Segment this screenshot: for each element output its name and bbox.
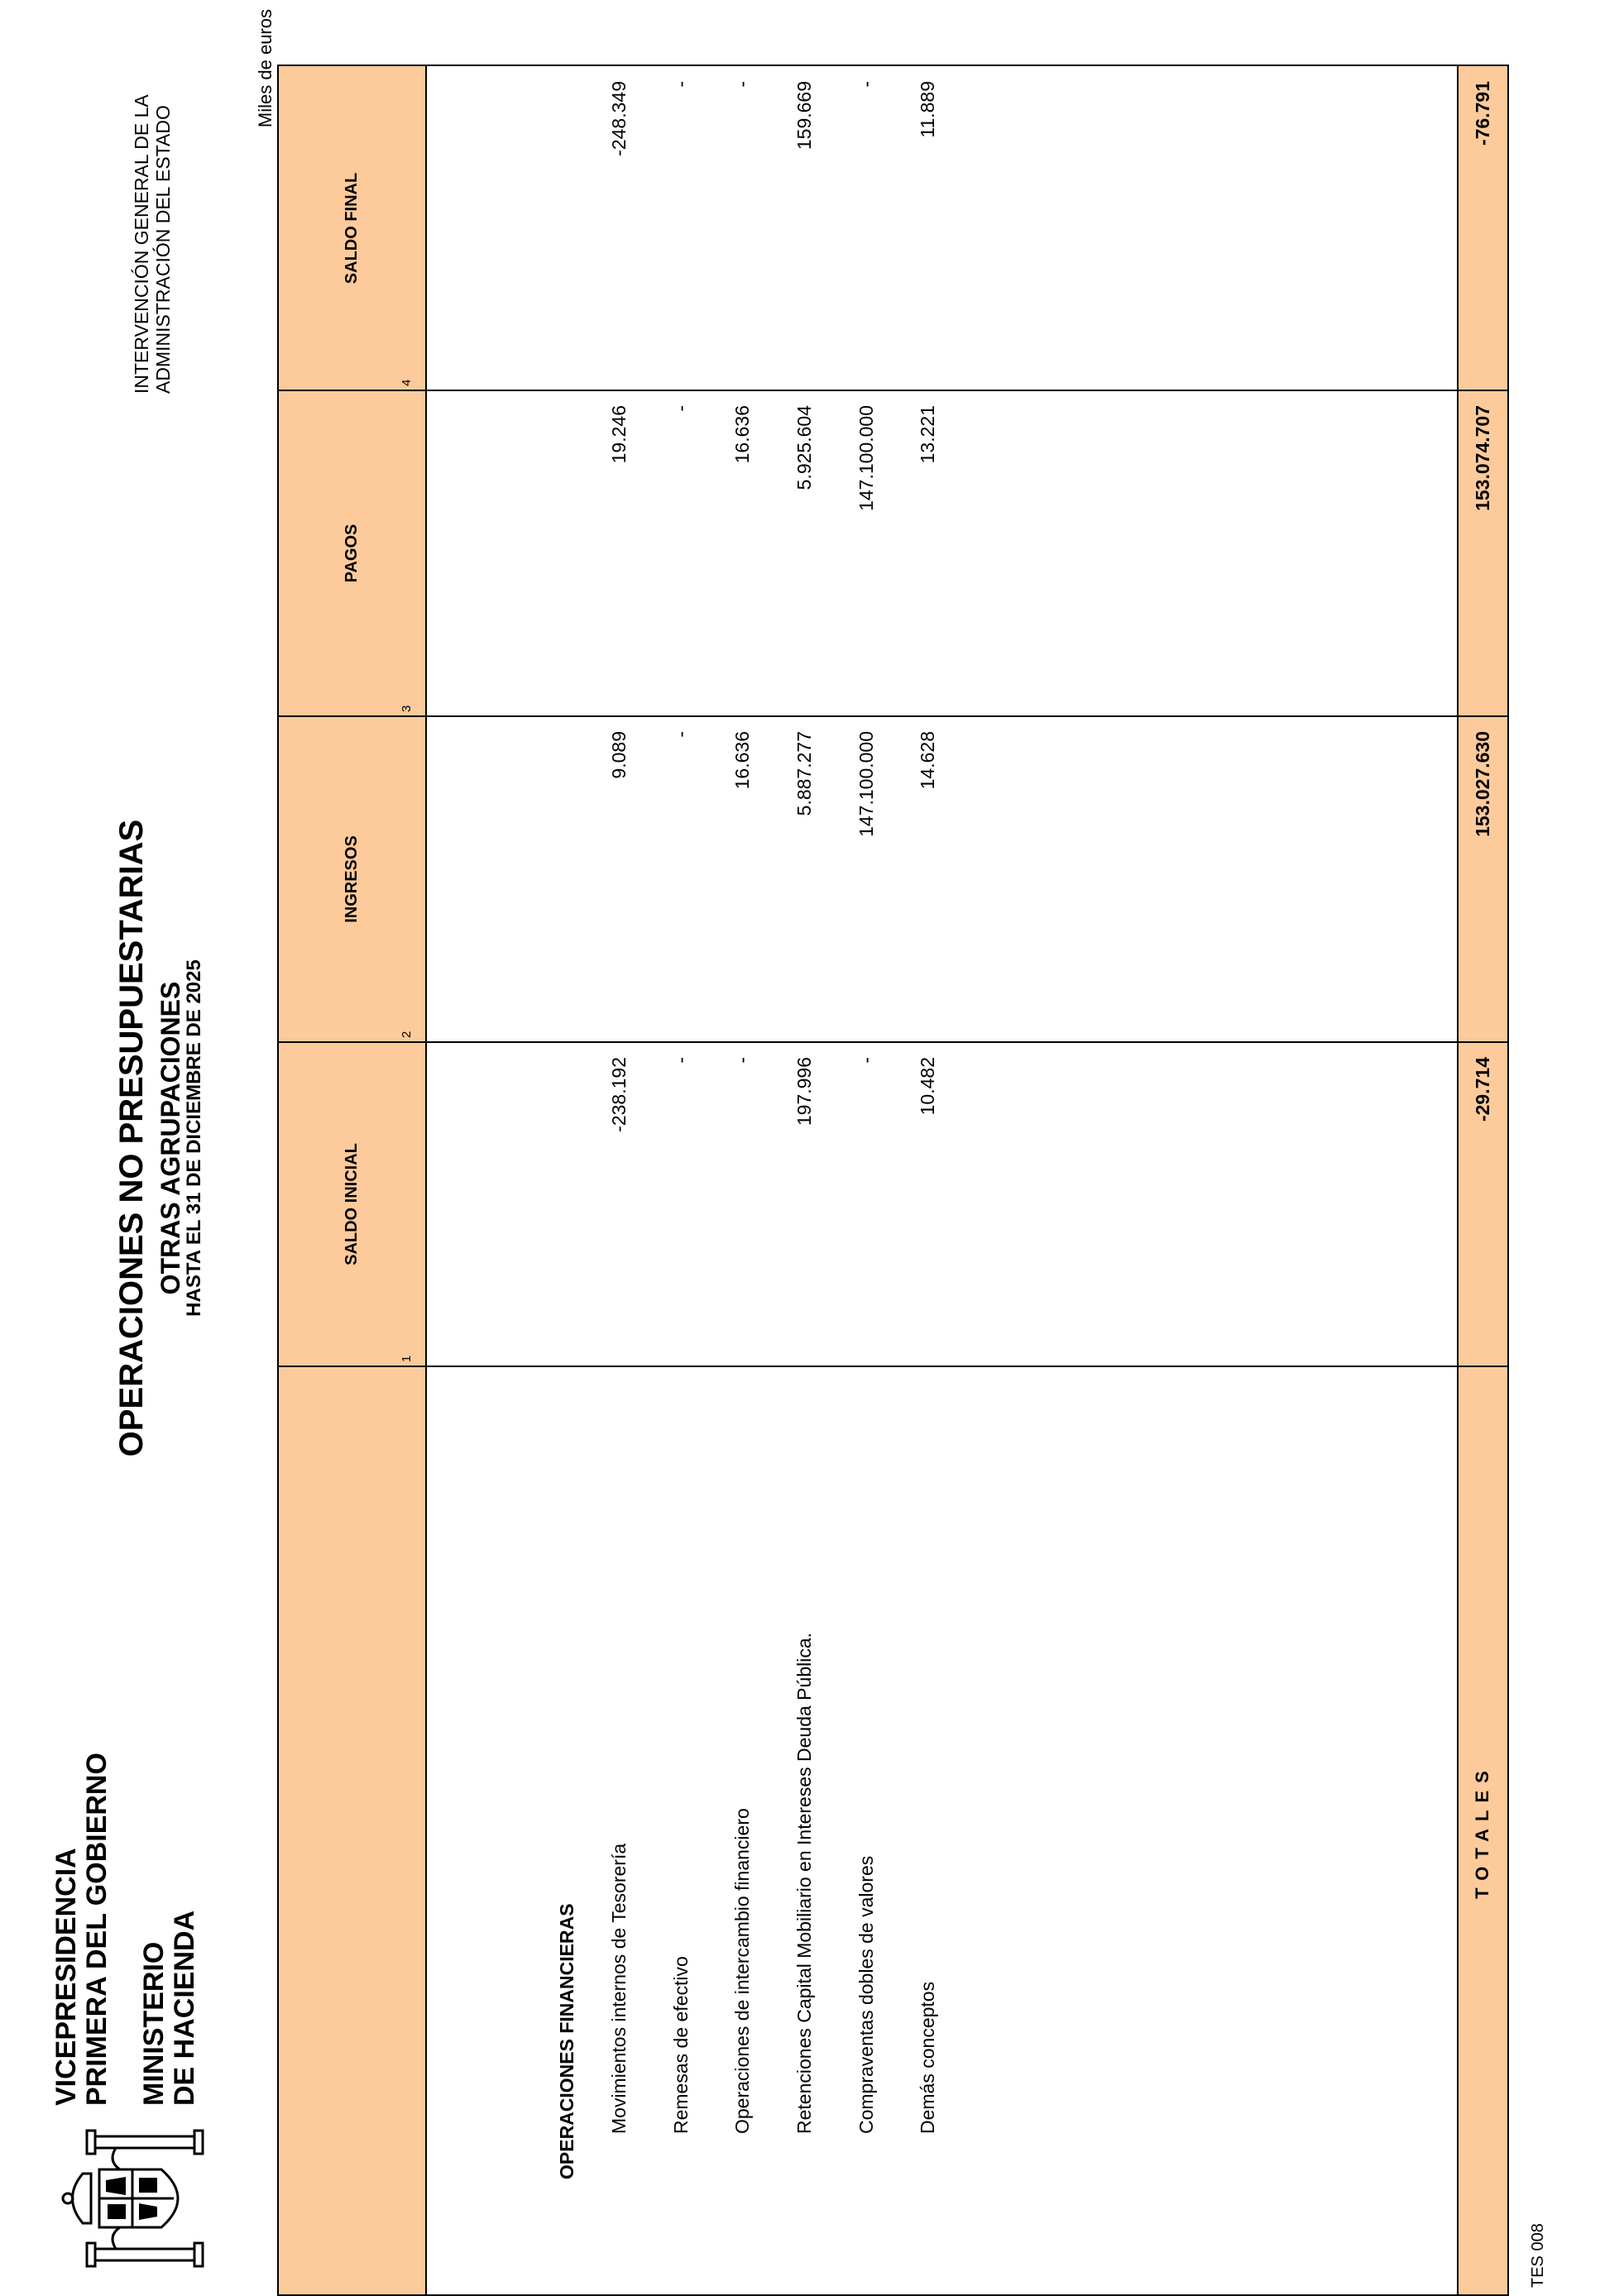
data-table [277,66,1507,2296]
page-title: OPERACIONES NO PRESUPUESTARIAS [113,819,150,1457]
totals-label: TOTALES [1472,1763,1492,1899]
row-label: Operaciones de intercambio financiero [731,1808,753,2134]
section-heading: OPERACIONES FINANCIERAS [556,1903,577,2179]
cell-saldo-final: - [731,81,753,88]
total-ingresos: 153.027.630 [1471,731,1493,837]
ministry-name [139,1911,200,2106]
igae-name [131,94,174,394]
col-number: 2 [400,1031,414,1038]
cell-pagos: - [670,405,692,412]
col-header-saldo-final: SALDO FINAL [342,172,361,285]
cell-pagos: 5.925.604 [793,405,815,490]
col-number: 1 [400,1355,414,1362]
cell-pagos: 147.100.000 [855,405,877,511]
cell-saldo-inicial: - [670,1057,692,1064]
cell-saldo-inicial: -238.192 [608,1057,630,1132]
cell-saldo-inicial: - [855,1057,877,1064]
org-line-2: PRIMERA DEL GOBIERNO [81,1753,113,2106]
igae-line-2: ADMINISTRACIÓN DEL ESTADO [152,105,174,394]
total-saldo-inicial: -29.714 [1471,1057,1493,1122]
cell-ingresos: - [670,731,692,738]
cell-ingresos: 147.100.000 [855,731,877,837]
cell-saldo-inicial: 10.482 [917,1057,938,1116]
coat-of-arms-icon [58,2124,215,2273]
col-divider [277,715,1507,717]
row-label: Demás conceptos [917,1981,938,2134]
row-label: Compraventas dobles de valores [855,1855,877,2134]
date-line: HASTA EL 31 DE DICIEMBRE DE 2025 [183,959,205,1317]
col-divider [277,1041,1507,1043]
col-number: 3 [400,705,414,712]
total-pagos: 153.074.707 [1471,405,1493,511]
cell-saldo-final: - [670,81,692,88]
cell-saldo-inicial: 197.996 [793,1057,815,1126]
cell-saldo-inicial: - [731,1057,753,1064]
table-frame [277,65,1509,2296]
col-header-ingresos: INGRESOS [342,835,361,923]
document-code: TES 008 [1529,2223,1547,2288]
units-label: Miles de euros [255,9,275,128]
total-saldo-final: -76.791 [1471,81,1493,146]
col-header-saldo-inicial: SALDO INICIAL [342,1143,361,1265]
cell-pagos: 19.246 [608,405,630,464]
col-number: 4 [400,379,414,386]
cell-saldo-final: 11.889 [917,81,938,138]
org-name [51,1753,113,2106]
cell-pagos: 13.221 [917,405,938,464]
cell-pagos: 16.636 [731,405,753,464]
col-divider [277,1366,1507,1367]
cell-ingresos: 16.636 [731,731,753,790]
cell-saldo-final: 159.669 [793,81,815,151]
igae-line-1: INTERVENCIÓN GENERAL DE LA [131,94,152,394]
cell-saldo-final: -248.349 [608,81,630,156]
row-label: Movimientos internos de Tesorería [608,1843,630,2134]
cell-ingresos: 14.628 [917,731,938,790]
cell-ingresos: 5.887.277 [793,731,815,816]
cell-ingresos: 9.089 [608,731,630,779]
ministry-line-1: MINISTERIO [138,1941,170,2106]
col-header-pagos: PAGOS [342,524,361,583]
row-label: Remesas de efectivo [670,1956,692,2134]
org-line-1: VICEPRESIDENCIA [50,1848,82,2106]
row-label: Retenciones Capital Mobiliario en Intereses Deuda Pública. [793,1632,815,2134]
page-subtitle: OTRAS AGRUPACIONES [156,981,185,1295]
col-divider [277,390,1507,391]
ministry-line-2: DE HACIENDA [169,1910,200,2106]
cell-saldo-final: - [855,81,877,88]
